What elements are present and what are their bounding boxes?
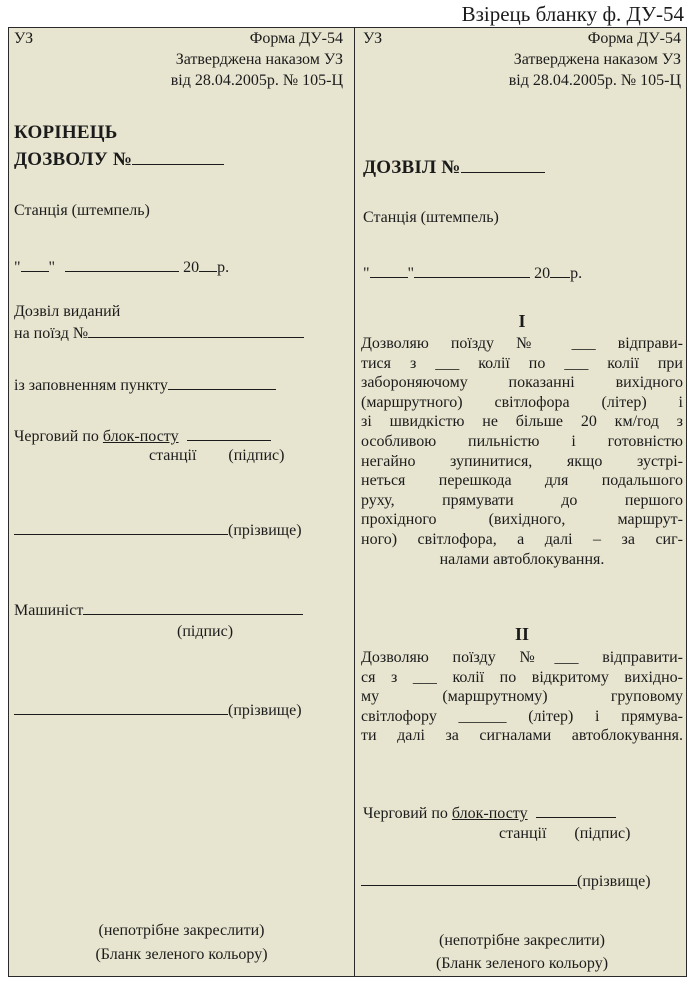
stub-signature-label: (підпис)	[228, 447, 285, 464]
stub-issued-2-text: на поїзд №	[14, 325, 89, 342]
permit-section-1-text	[361, 334, 683, 569]
stub-station-word: станції	[149, 447, 197, 464]
stub-approved: Затверджена наказом УЗ	[175, 51, 343, 68]
stub-dispatcher-signature-field[interactable]	[187, 425, 271, 441]
permit-section-1-line: тися з ___ колії по ___ колії при	[361, 354, 683, 372]
stub-blank-color: (Бланк зеленого кольору)	[95, 946, 268, 963]
permit-dispatcher-blockpost: блок-посту	[451, 805, 528, 822]
permit-heading-text: ДОЗВІЛ №	[363, 157, 461, 178]
stub-driver-surname-field[interactable]	[14, 699, 228, 715]
permit-day-field[interactable]	[370, 262, 408, 278]
permit-section-1-line: прохідного (вихідного, маршрут-	[361, 511, 683, 529]
stub-month-field[interactable]	[65, 256, 179, 272]
permit-section-2-title: II	[514, 624, 529, 644]
stub-driver-surname-line	[14, 699, 302, 720]
permit-date-r: р.	[570, 265, 583, 282]
permit-surname-field[interactable]	[361, 870, 577, 886]
permit-date-line	[363, 262, 582, 283]
stub-surname-line	[14, 519, 302, 540]
stub-date-line	[14, 256, 229, 277]
stub-item	[14, 374, 276, 395]
stub-heading-1: КОРІНЕЦЬ	[14, 122, 118, 143]
stub-train-number-field[interactable]	[88, 322, 304, 338]
permit-section-1-line: (маршрутного) світлофора (літер) і	[361, 393, 683, 411]
stub-dispatcher	[14, 425, 271, 446]
permit-approved: Затверджена наказом УЗ	[513, 51, 681, 68]
permit-date-quote-open: "	[363, 265, 370, 282]
stub-station-sign	[149, 446, 284, 465]
stub-dispatcher-blockpost: блок-посту	[102, 428, 179, 445]
permit-date-year: 20	[534, 265, 551, 282]
stub-driver-text: Машиніст	[14, 602, 84, 619]
stub-issued-2	[14, 322, 304, 343]
permit-date-quote-close: "	[407, 265, 415, 282]
permit-org: УЗ	[363, 30, 383, 47]
stub-item-field[interactable]	[168, 374, 276, 390]
stub-station: Станція (штемпель)	[14, 202, 150, 219]
stub-org: УЗ	[14, 30, 34, 47]
stub-date-quote-open: "	[14, 259, 21, 276]
stub-date-year: 20	[183, 259, 200, 276]
stub-heading-2-text: ДОЗВОЛУ №	[14, 149, 133, 170]
permit-station-sign	[499, 824, 630, 843]
permit-form-number: Форма ДУ-54	[587, 30, 681, 47]
permit-heading	[363, 156, 545, 180]
permit-section-2-text	[361, 648, 683, 746]
stub-heading-2	[14, 148, 224, 172]
permit-approved-date: від 28.04.2005р. № 105-Ц	[508, 72, 681, 89]
document-title: Взірець бланку ф. ДУ-54	[461, 2, 684, 26]
permit-signature-label: (підпис)	[574, 825, 631, 842]
column-divider	[354, 28, 355, 976]
permit-section-1-line: налами автоблокування.	[439, 550, 605, 568]
permit-blank-color: (Бланк зеленого кольору)	[435, 955, 609, 972]
permit-surname-line	[361, 870, 651, 891]
permit-station-word: станції	[499, 825, 547, 842]
stub-cross-out: (непотрібне закреслити)	[98, 922, 265, 939]
permit-section-2-line: ти далі за сигналами автоблокування.	[361, 727, 683, 745]
permit-section-1-line: руху, прямувати до першого	[361, 491, 683, 509]
stub-year-field[interactable]	[199, 256, 217, 272]
permit-year-field[interactable]	[550, 262, 570, 278]
stub-issued-1: Дозвіл виданий	[14, 303, 121, 320]
permit-section-1-line: Дозволяю поїзду № ___ відправи-	[361, 335, 683, 352]
permit-surname-label: (прізвище)	[577, 873, 651, 890]
form-sheet	[8, 27, 687, 977]
stub-surname-field[interactable]	[14, 519, 228, 535]
permit-section-2-line: му (маршрутному) груповому	[361, 688, 683, 706]
stub-driver	[14, 599, 303, 620]
permit-section-1-line: особливою пильністю і готовністю	[361, 432, 683, 450]
stub-date-r: р.	[217, 259, 230, 276]
permit-section-1-line: зі швидкістю не більше 20 км/год з	[361, 413, 683, 431]
stub-day-field[interactable]	[21, 256, 49, 272]
stub-form-number: Форма ДУ-54	[249, 30, 343, 47]
permit-section-1-title: I	[518, 311, 526, 331]
permit-section-2-line: ся з ___ колії по відкритому вихідно-	[361, 668, 683, 686]
permit-dispatcher	[363, 802, 616, 823]
stub-driver-signature: (підпис)	[177, 623, 234, 640]
permit-section-1-line: забороняючому показанні вихідного	[361, 374, 683, 392]
permit-section-2-line: світлофору ______ (літер) і прямува-	[361, 707, 683, 725]
permit-section-1-line: ного) світлофора, а далі – за сиг-	[361, 530, 683, 548]
permit-month-field[interactable]	[414, 262, 530, 278]
stub-dispatcher-text: Черговий по	[14, 428, 103, 445]
stub-date-quote-close: "	[48, 259, 56, 276]
permit-number-field[interactable]	[461, 157, 545, 173]
stub-item-text: із заповненням пункту	[14, 377, 168, 394]
permit-dispatcher-text: Черговий по	[363, 805, 452, 822]
permit-section-1-line: неться перешкода для подальшого	[361, 472, 683, 490]
permit-section-2-line: Дозволяю поїзду №___ відправити-	[361, 649, 683, 666]
permit-cross-out: (непотрібне закреслити)	[438, 932, 605, 949]
permit-dispatcher-signature-field[interactable]	[536, 802, 616, 818]
stub-approved-date: від 28.04.2005р. № 105-Ц	[170, 72, 343, 89]
permit-section-1-line: негайно зупинитися, якщо зустрі-	[361, 452, 683, 470]
stub-permit-number-field[interactable]	[132, 149, 224, 165]
stub-driver-signature-field[interactable]	[83, 599, 303, 615]
permit-station: Станція (штемпель)	[363, 209, 499, 226]
stub-driver-surname-label: (прізвище)	[228, 702, 302, 719]
stub-surname-label: (прізвище)	[228, 522, 302, 539]
